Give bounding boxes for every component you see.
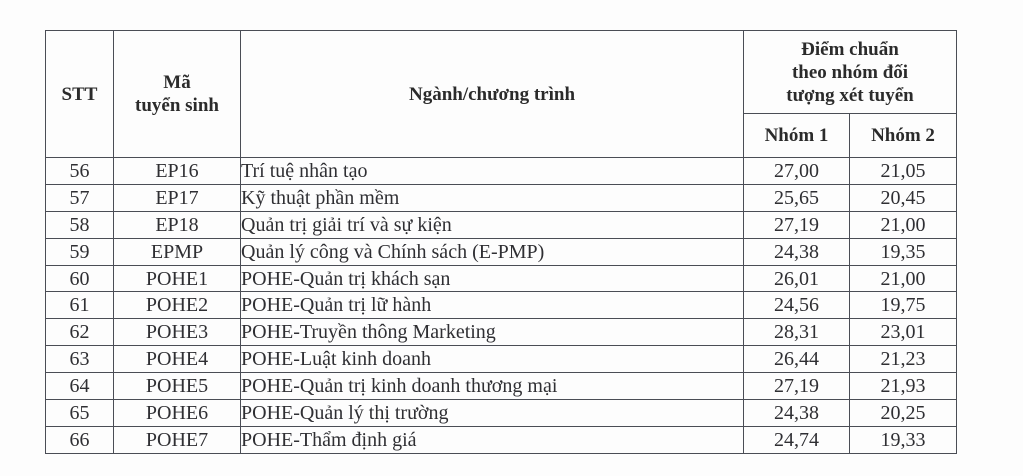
- cell-score-group1: 24,38: [744, 238, 850, 265]
- cell-score-group2: 19,33: [850, 426, 957, 453]
- cell-score-group1: 24,56: [744, 292, 850, 319]
- table-row: [46, 292, 957, 319]
- cell-admission-code: EPMP: [114, 238, 241, 265]
- cell-stt: 59: [46, 238, 114, 265]
- cell-score-group1: 28,31: [744, 319, 850, 346]
- table-row: [46, 158, 957, 185]
- cell-score-group2: 21,00: [850, 265, 957, 292]
- cell-stt: 62: [46, 319, 114, 346]
- cell-score-group1: 26,44: [744, 346, 850, 373]
- cell-stt: 57: [46, 184, 114, 211]
- cell-score-group1: 27,19: [744, 373, 850, 400]
- cell-program: Quản trị giải trí và sự kiện: [241, 211, 744, 238]
- cell-program: POHE-Quản lý thị trường: [241, 400, 744, 427]
- cell-program: POHE-Luật kinh doanh: [241, 346, 744, 373]
- cell-admission-code: POHE5: [114, 373, 241, 400]
- header-program: Ngành/chương trình: [241, 31, 744, 158]
- cell-stt: 63: [46, 346, 114, 373]
- table-row: [46, 426, 957, 453]
- cell-program: Quản lý công và Chính sách (E-PMP): [241, 238, 744, 265]
- cell-score-group2: 21,23: [850, 346, 957, 373]
- cell-score-group2: 21,05: [850, 158, 957, 185]
- cell-program: Kỹ thuật phần mềm: [241, 184, 744, 211]
- cell-stt: 61: [46, 292, 114, 319]
- header-code-line1: Mã: [163, 72, 191, 93]
- cell-score-group1: 24,38: [744, 400, 850, 427]
- cell-stt: 64: [46, 373, 114, 400]
- cell-score-group1: 27,19: [744, 211, 850, 238]
- cell-score-group1: 26,01: [744, 265, 850, 292]
- cell-stt: 66: [46, 426, 114, 453]
- cell-score-group2: 20,45: [850, 184, 957, 211]
- header-score-group: [744, 31, 957, 114]
- cell-program: POHE-Quản trị khách sạn: [241, 265, 744, 292]
- header-score-line1: Điểm chuẩn: [801, 38, 899, 60]
- cell-program: POHE-Truyền thông Marketing: [241, 319, 744, 346]
- table-row: [46, 211, 957, 238]
- table-row: [46, 184, 957, 211]
- cell-admission-code: POHE6: [114, 400, 241, 427]
- cell-admission-code: POHE3: [114, 319, 241, 346]
- cell-stt: 65: [46, 400, 114, 427]
- table-row: [46, 238, 957, 265]
- cell-admission-code: POHE4: [114, 346, 241, 373]
- header-code-line2: tuyển sinh: [135, 95, 219, 116]
- cell-score-group2: 20,25: [850, 400, 957, 427]
- header-group2: Nhóm 2: [850, 114, 957, 158]
- admission-scores-table: [45, 30, 957, 454]
- cell-score-group1: 27,00: [744, 158, 850, 185]
- header-score-line2: theo nhóm đối: [791, 61, 909, 83]
- cell-program: POHE-Quản trị kinh doanh thương mại: [241, 373, 744, 400]
- table-row: [46, 265, 957, 292]
- cell-program: POHE-Thẩm định giá: [241, 426, 744, 453]
- cell-admission-code: POHE7: [114, 426, 241, 453]
- cell-admission-code: POHE1: [114, 265, 241, 292]
- header-stt: STT: [46, 31, 114, 158]
- cell-program: Trí tuệ nhân tạo: [241, 158, 744, 185]
- cell-program: POHE-Quản trị lữ hành: [241, 292, 744, 319]
- cell-score-group1: 25,65: [744, 184, 850, 211]
- cell-stt: 60: [46, 265, 114, 292]
- cell-score-group2: 19,75: [850, 292, 957, 319]
- cell-score-group1: 24,74: [744, 426, 850, 453]
- header-group1: Nhóm 1: [744, 114, 850, 158]
- cell-stt: 56: [46, 158, 114, 185]
- cell-score-group2: 19,35: [850, 238, 957, 265]
- cell-score-group2: 23,01: [850, 319, 957, 346]
- cell-admission-code: EP16: [114, 158, 241, 185]
- table-row: [46, 400, 957, 427]
- table-row: [46, 346, 957, 373]
- cell-score-group2: 21,00: [850, 211, 957, 238]
- header-score-line3: tượng xét tuyển: [786, 84, 914, 106]
- header-admission-code: [114, 31, 241, 158]
- cell-admission-code: EP18: [114, 211, 241, 238]
- cell-admission-code: EP17: [114, 184, 241, 211]
- cell-admission-code: POHE2: [114, 292, 241, 319]
- table-row: [46, 373, 957, 400]
- cell-score-group2: 21,93: [850, 373, 957, 400]
- table-row: [46, 319, 957, 346]
- table-body: [46, 158, 957, 454]
- cell-stt: 58: [46, 211, 114, 238]
